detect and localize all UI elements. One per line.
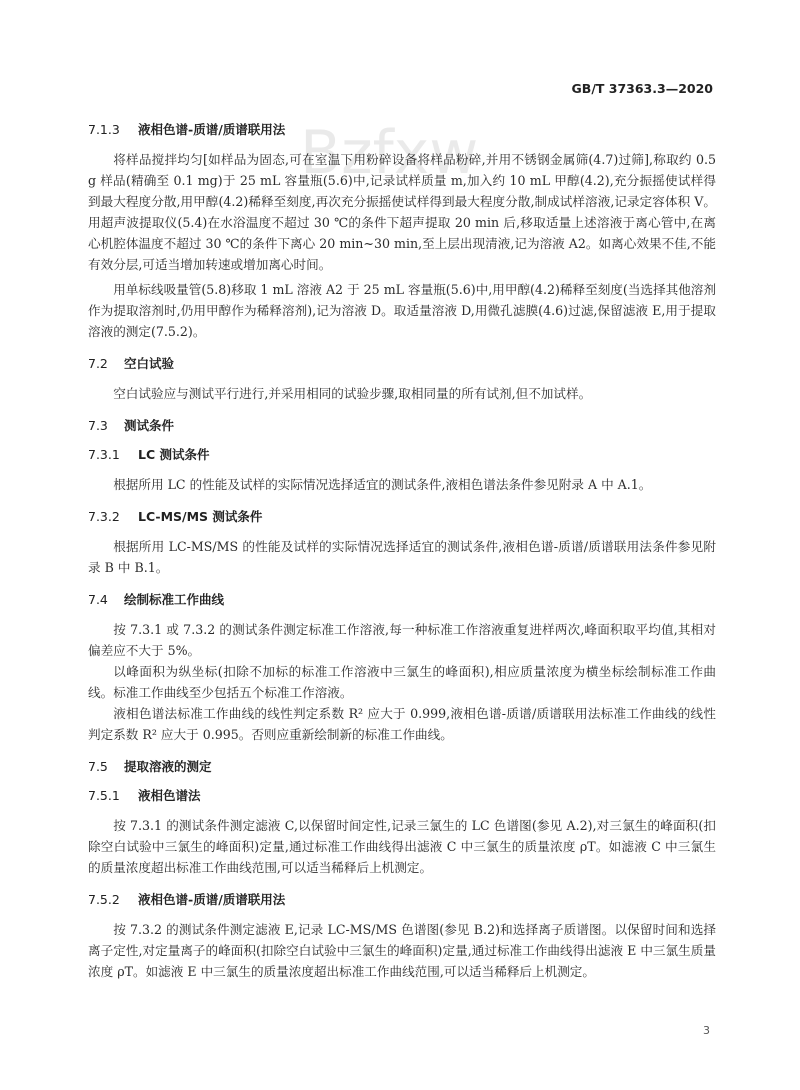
section-title: 空白试验 [124,356,175,371]
section-title: 绘制标准工作曲线 [124,592,225,607]
section-title: 液相色谱-质谱/质谱联用法 [138,122,286,137]
section-number: 7.3.2 [88,509,120,524]
paragraph: 空白试验应与测试平行进行,并采用相同的试验步骤,取相同量的所有试剂,但不加试样。 [113,386,592,401]
section-title: 测试条件 [124,418,175,433]
paragraph: 按 7.3.2 的测试条件测定滤液 E,记录 LC-MS/MS 色谱图(参见 B.2)和选择离子质谱图。以保留时间和选择离子定性,对定量离子的峰面积(扣除空白试验中三氯生的峰面积)定量,通过标准工作曲线得出滤液 E 中三氯生质量浓度 ρT。如滤液 E 中三氯生的质量浓度超出标准工作曲线范围,可以适当稀释后上机测定。 [88,922,716,979]
section-title: 液相色谱法 [138,788,201,803]
page-number: 3 [703,1024,710,1037]
section-number: 7.3 [88,418,108,433]
section-number: 7.4 [88,592,108,607]
paragraph: 用单标线吸量管(5.8)移取 1 mL 溶液 A2 于 25 mL 容量瓶(5.6)中,用甲醇(4.2)稀释至刻度(当选择其他溶剂作为提取溶剂时,仍用甲醇作为稀释溶剂),记为溶液 D。取适量溶液 D,用微孔滤膜(4.6)过滤,保留滤液 E,用于提取溶液的测定(7.5.2)。 [88,282,716,339]
section-heading-7-1-3 [88,120,716,140]
section-number: 7.5.2 [88,892,120,907]
section-title: LC-MS/MS 测试条件 [138,509,263,524]
section-heading-7-2 [88,354,716,374]
section-number: 7.1.3 [88,122,120,137]
section-number: 7.5 [88,759,108,774]
document-body [88,120,716,982]
section-heading-7-3 [88,416,716,436]
paragraph: 液相色谱法标准工作曲线的线性判定系数 R² 应大于 0.999,液相色谱-质谱/质谱联用法标准工作曲线的线性判定系数 R² 应大于 0.995。否则应重新绘制新的标准工作曲线。 [88,706,716,742]
section-title: 液相色谱-质谱/质谱联用法 [138,892,286,907]
section-number: 7.2 [88,356,108,371]
section-heading-7-5 [88,757,716,777]
section-heading-7-5-2 [88,890,716,910]
paragraph: 将样品搅拌均匀[如样品为固态,可在室温下用粉碎设备将样品粉碎,并用不锈钢金属筛(4.7)过筛],称取约 0.5 g 样品(精确至 0.1 mg)于 25 mL 容量瓶(5.6)中,记录试样质量 m,加入约 10 mL 甲醇(4.2),充分振摇使试样得到最大程度分散,用甲醇(4.2)稀释至刻度,再次充分振摇使试样得到最大程度分散,制成试样溶液,记录定容体积 V。用超声波提取仪(5.4)在水浴温度不超过 30 ℃的条件下超声提取 20 min 后,移取适量上述溶液于离心管中,在离心机腔体温度不超过 30 ℃的条件下离心 20 min~30 min,至上层出现清液,记为溶液 A2。如离心效果不佳,不能有效分层,可适当增加转速或增加离心时间。 [88,152,716,272]
section-heading-7-5-1 [88,786,716,806]
standard-code: GB/T 37363.3—2020 [571,81,713,96]
section-heading-7-4 [88,590,716,610]
paragraph: 根据所用 LC-MS/MS 的性能及试样的实际情况选择适宜的测试条件,液相色谱-质谱/质谱联用法条件参见附录 B 中 B.1。 [88,539,716,575]
section-heading-7-3-2 [88,507,716,527]
section-number: 7.3.1 [88,447,120,462]
section-heading-7-3-1 [88,445,716,465]
paragraph: 以峰面积为纵坐标(扣除不加标的标准工作溶液中三氯生的峰面积),相应质量浓度为横坐标绘制标准工作曲线。标准工作曲线至少包括五个标准工作溶液。 [88,664,716,700]
paragraph: 根据所用 LC 的性能及试样的实际情况选择适宜的测试条件,液相色谱法条件参见附录 A 中 A.1。 [113,477,652,492]
paragraph: 按 7.3.1 的测试条件测定滤液 C,以保留时间定性,记录三氯生的 LC 色谱图(参见 A.2),对三氯生的峰面积(扣除空白试验中三氯生的峰面积)定量,通过标准工作曲线得出滤液 C 中三氯生的质量浓度 ρT。如滤液 C 中三氯生的质量浓度超出标准工作曲线范围,可以适当稀释后上机测定。 [88,818,716,875]
section-title: LC 测试条件 [138,447,210,462]
svg-text:Bzfxw: Bzfxw [300,118,479,188]
section-title: 提取溶液的测定 [124,759,212,774]
paragraph: 按 7.3.1 或 7.3.2 的测试条件测定标准工作溶液,每一种标准工作溶液重复进样两次,峰面积取平均值,其相对偏差应不大于 5%。 [88,622,716,658]
section-number: 7.5.1 [88,788,120,803]
